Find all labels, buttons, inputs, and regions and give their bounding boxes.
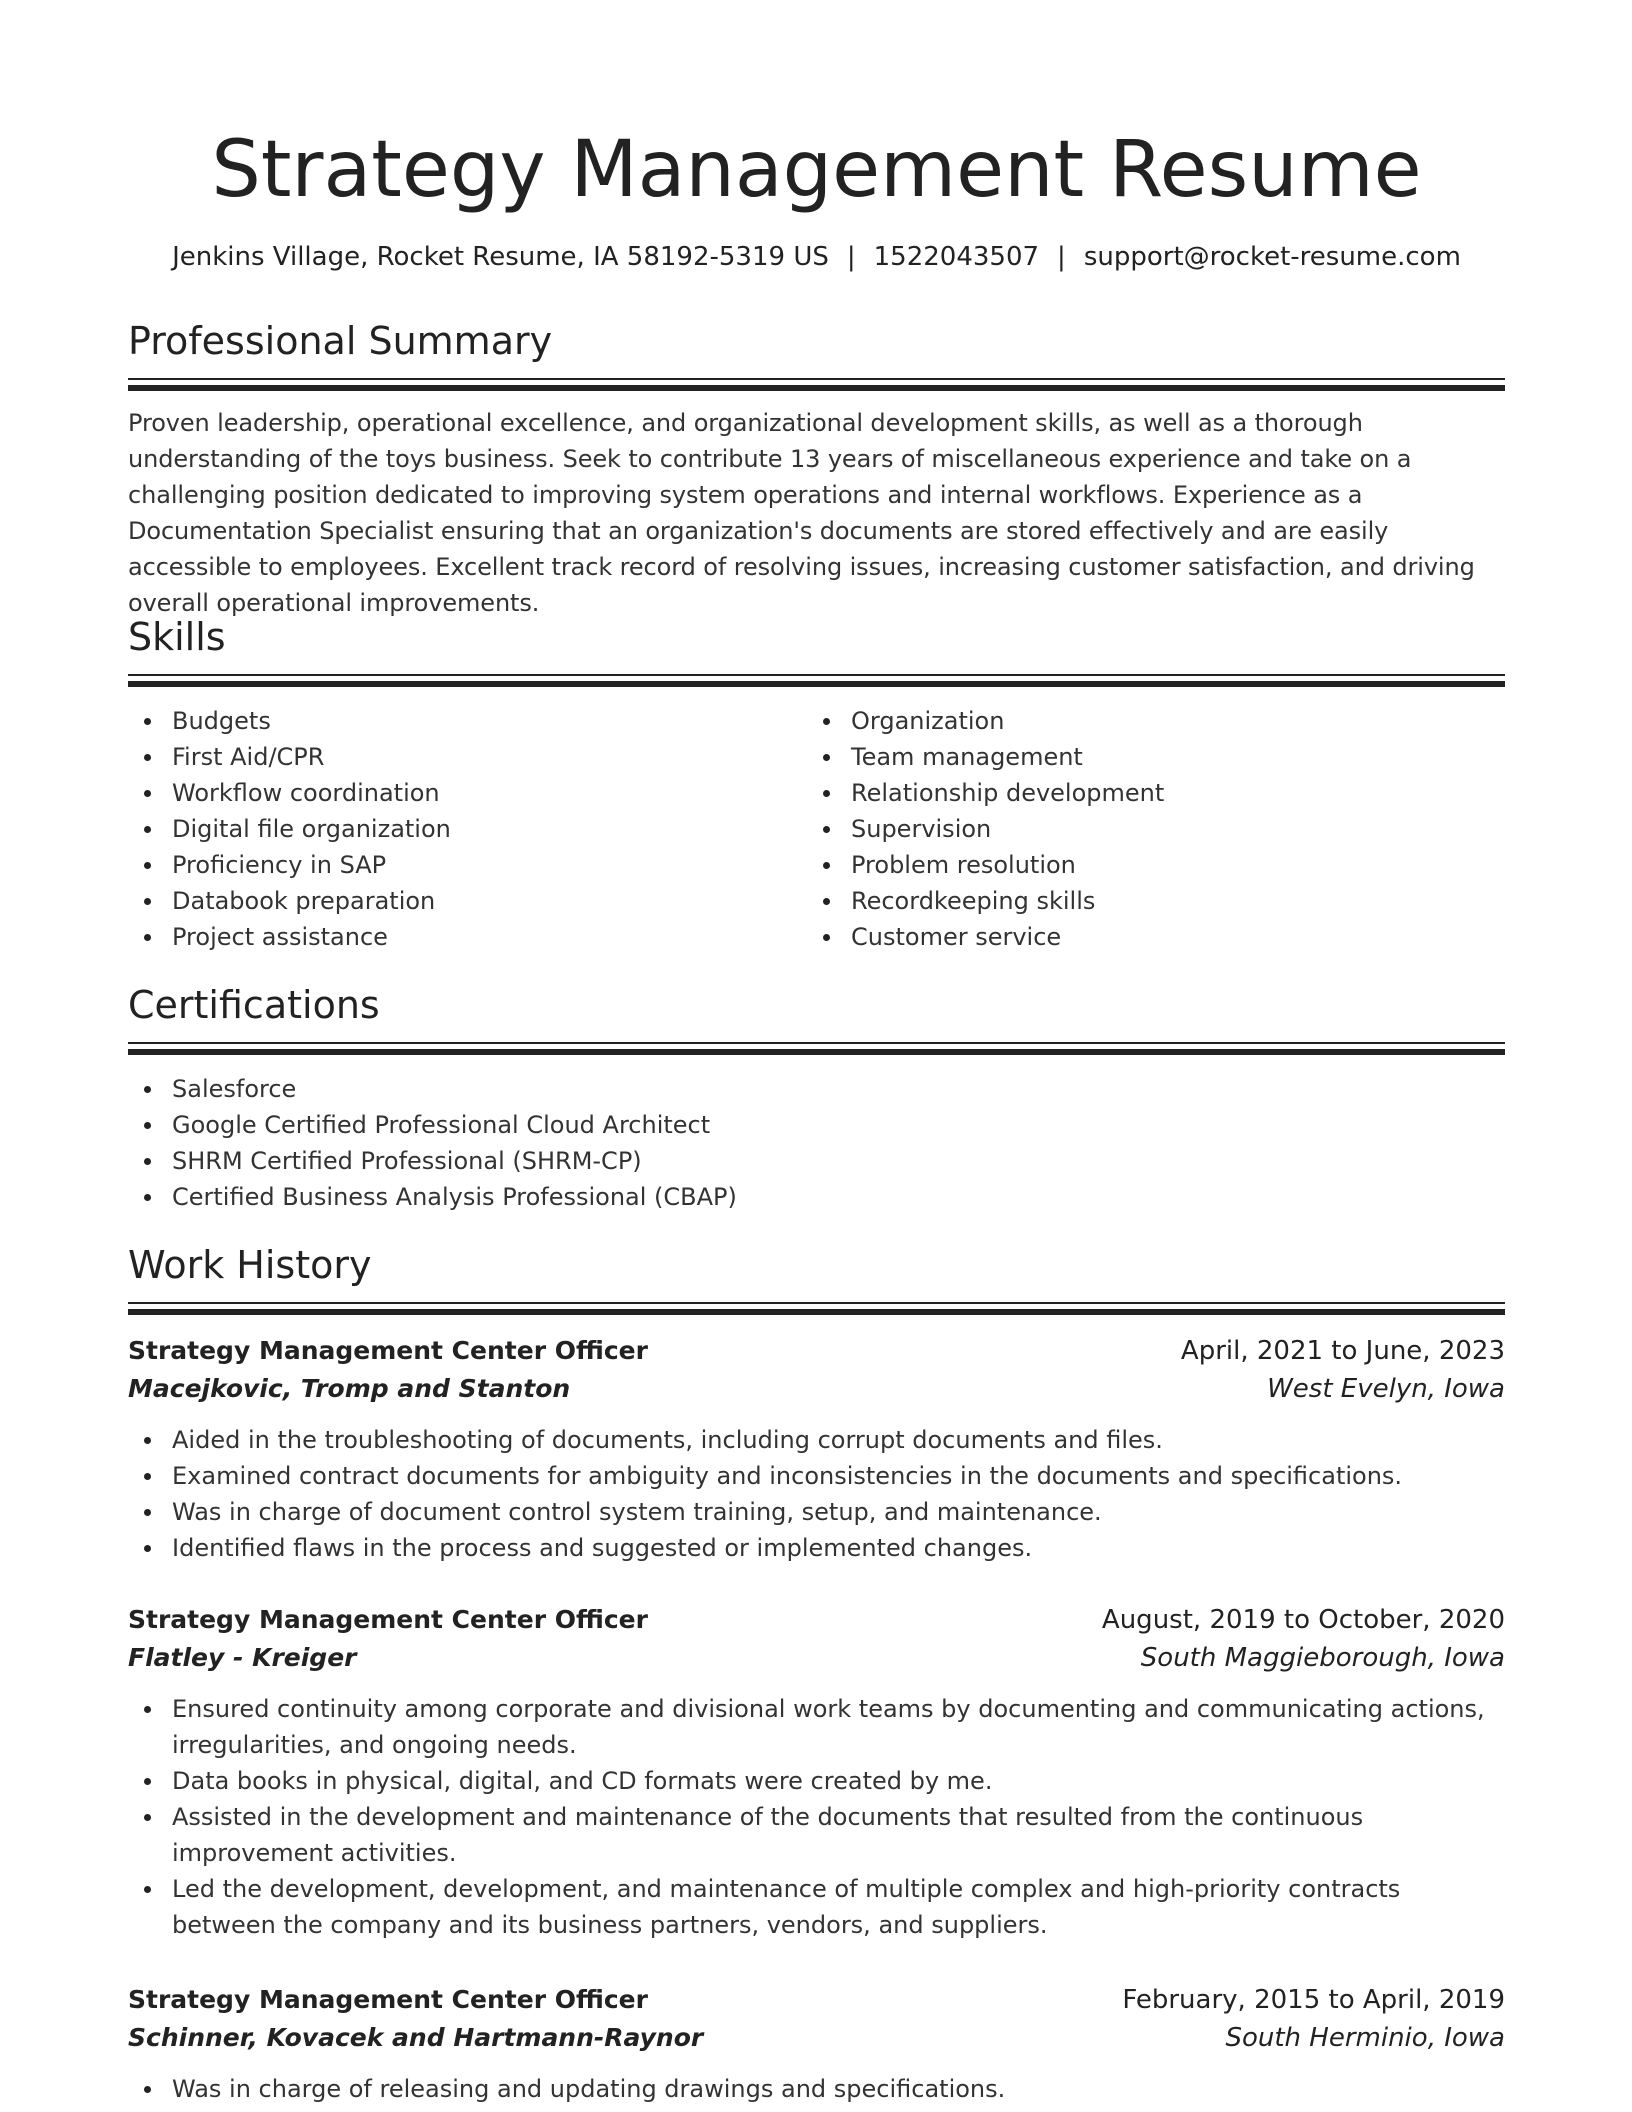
job-dates: February, 2015 to April, 2019 — [1122, 1985, 1505, 2015]
work-history-section — [128, 1240, 1505, 1315]
certification-item: SHRM Certified Professional (SHRM-CP) — [128, 1143, 1505, 1179]
skill-item: Workflow coordination — [128, 775, 807, 811]
job-bullets — [128, 1691, 1505, 1943]
section-rule-thick — [128, 385, 1505, 391]
summary-text: Proven leadership, operational excellence, and organizational development skills, as well as a thorough understanding of the toys business. Seek to contribute 13 years of miscellaneous experience and take on a challenging position dedicated to improving system operations and internal workflows. Experience as a Documentation Specialist ensuring that an organization's documents are stored effectively and are easily accessible to employees. Excellent track record of resolving issues, increasing customer satisfaction, and driving overall operational improvements. — [128, 409, 1475, 617]
contact-address: Jenkins Village, Rocket Resume, IA 58192-5319 US — [172, 242, 829, 272]
job-title: Strategy Management Center Officer — [128, 1605, 648, 1634]
summary-section — [128, 316, 1505, 621]
job-bullets — [128, 1422, 1505, 1566]
job-bullet: Data books in physical, digital, and CD formats were created by me. — [128, 1763, 1505, 1799]
contact-line — [128, 239, 1505, 275]
job-bullet: Was in charge of releasing and updating drawings and specifications. — [128, 2071, 1505, 2107]
skill-item: Digital file organization — [128, 811, 807, 847]
skill-item: Recordkeeping skills — [807, 883, 1486, 919]
skill-item: Team management — [807, 739, 1486, 775]
skills-list-right — [807, 703, 1486, 955]
skill-item: Databook preparation — [128, 883, 807, 919]
job-bullet: Was in charge of document control system training, setup, and maintenance. — [128, 1494, 1505, 1530]
contact-email: support@rocket-resume.com — [1083, 242, 1461, 272]
skill-item: Problem resolution — [807, 847, 1486, 883]
job-bullet: Ensured continuity among corporate and divisional work teams by documenting and communicating actions, irregularities, and ongoing needs. — [128, 1691, 1505, 1763]
skills-section — [128, 612, 1505, 955]
job-bullets — [128, 2071, 1505, 2107]
skill-item: Supervision — [807, 811, 1486, 847]
job-entry — [128, 1981, 1505, 2107]
job-entry — [128, 1601, 1505, 1943]
section-rule-thin — [128, 378, 1505, 380]
job-location: South Herminio, Iowa — [1225, 2023, 1505, 2053]
job-company: Macejkovic, Tromp and Stanton — [128, 1374, 571, 1403]
certification-item: Salesforce — [128, 1071, 1505, 1107]
job-dates: April, 2021 to June, 2023 — [1180, 1336, 1505, 1366]
contact-separator: | — [1057, 242, 1066, 272]
certifications-section — [128, 980, 1505, 1215]
skills-columns — [128, 703, 1505, 955]
section-rule-thick — [128, 1309, 1505, 1315]
skill-item: Customer service — [807, 919, 1486, 955]
job-bullet: Aided in the troubleshooting of documents, including corrupt documents and files. — [128, 1422, 1505, 1458]
job-dates: August, 2019 to October, 2020 — [1101, 1605, 1505, 1635]
job-bullet: Assisted in the development and maintenance of the documents that resulted from the continuous improvement activities. — [128, 1799, 1505, 1871]
skills-list-left — [128, 703, 807, 955]
section-rule-thin — [128, 674, 1505, 676]
section-rule-thin — [128, 1042, 1505, 1044]
skill-item: Project assistance — [128, 919, 807, 955]
job-company: Flatley - Kreiger — [128, 1643, 357, 1672]
job-location: South Maggieborough, Iowa — [1140, 1643, 1505, 1673]
resume-title: Strategy Management Resume — [211, 125, 1422, 215]
job-company: Schinner, Kovacek and Hartmann-Raynor — [128, 2023, 704, 2052]
job-title: Strategy Management Center Officer — [128, 1336, 648, 1365]
job-bullet: Identified flaws in the process and suggested or implemented changes. — [128, 1530, 1505, 1566]
job-location: West Evelyn, Iowa — [1267, 1374, 1505, 1404]
certification-item: Certified Business Analysis Professional (CBAP) — [128, 1179, 1505, 1215]
section-title-skills: Skills — [128, 615, 226, 659]
skill-item: Budgets — [128, 703, 807, 739]
section-title-work-history: Work History — [128, 1243, 372, 1287]
job-entry — [128, 1332, 1505, 1566]
skill-item: First Aid/CPR — [128, 739, 807, 775]
section-rule-thin — [128, 1302, 1505, 1304]
section-rule-thick — [128, 681, 1505, 687]
job-bullet: Examined contract documents for ambiguity and inconsistencies in the documents and specifications. — [128, 1458, 1505, 1494]
section-rule-thick — [128, 1049, 1505, 1055]
skill-item: Proficiency in SAP — [128, 847, 807, 883]
skill-item: Organization — [807, 703, 1486, 739]
skill-item: Relationship development — [807, 775, 1486, 811]
job-title: Strategy Management Center Officer — [128, 1985, 648, 2014]
certification-item: Google Certified Professional Cloud Architect — [128, 1107, 1505, 1143]
contact-phone: 1522043507 — [873, 242, 1040, 272]
section-title-summary: Professional Summary — [128, 319, 553, 363]
section-title-certifications: Certifications — [128, 983, 380, 1027]
certifications-list — [128, 1071, 1505, 1215]
job-bullet: Led the development, development, and maintenance of multiple complex and high-priority contracts between the company and its business partners, vendors, and suppliers. — [128, 1871, 1505, 1943]
contact-separator: | — [846, 242, 856, 272]
